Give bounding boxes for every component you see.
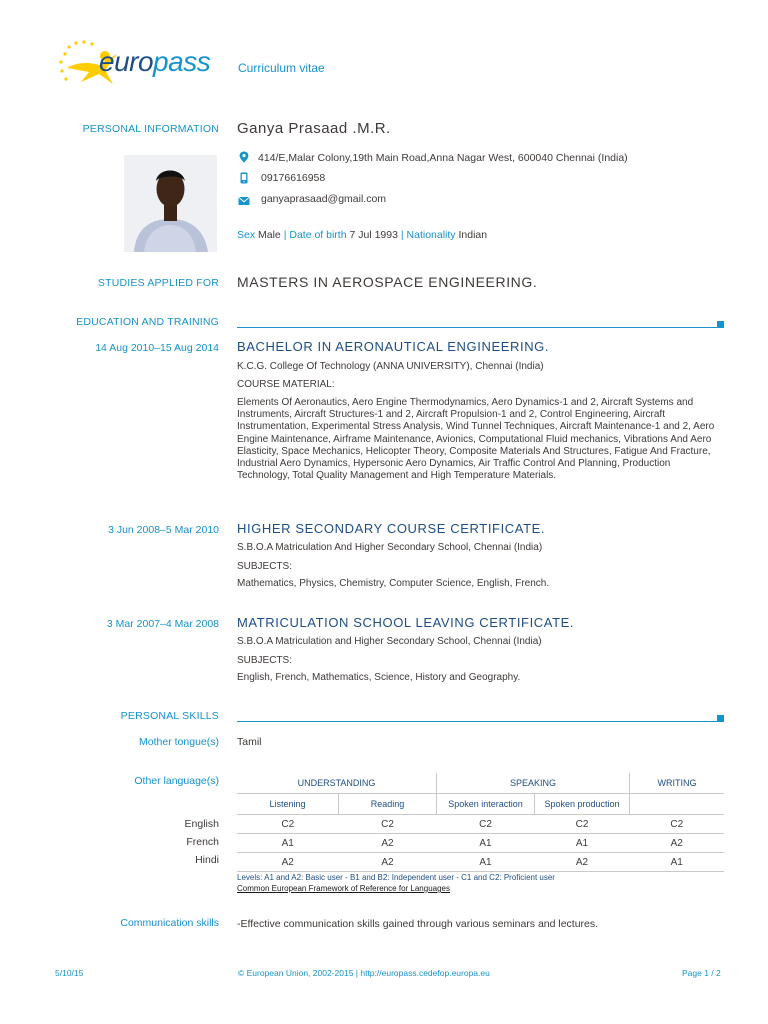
sex-label: Sex [237,229,256,241]
education-item-date: 3 Jun 2008–5 Mar 2010 [108,524,219,536]
education-item-organisation: S.B.O.A Matriculation and Higher Secondary School, Chennai (India) [237,636,542,647]
education-item-organisation: S.B.O.A Matriculation And Higher Secondary School, Chennai (India) [237,542,543,553]
nationality-label: Nationality [406,229,456,241]
sex-value: Male [258,229,281,241]
level-cell: C2 [535,815,630,834]
levels-note: Levels: A1 and A2: Basic user - B1 and B2: Independent user - C1 and C2: Proficient user [237,873,555,882]
studies-applied-value: MASTERS IN AEROSPACE ENGINEERING. [237,274,538,290]
education-training-label: EDUCATION AND TRAINING [76,316,219,328]
education-item-title: BACHELOR IN AERONAUTICAL ENGINEERING. [237,339,550,354]
doc-title: Curriculum vitae [238,61,325,75]
level-cell: A1 [437,834,535,853]
cefr-framework-link[interactable]: Common European Framework of Reference for Languages [237,884,450,893]
studies-applied-label: STUDIES APPLIED FOR [97,277,219,289]
language-name: English [184,818,219,830]
phone-text: 09176616958 [261,172,326,184]
profile-photo [124,155,217,252]
education-item-subheading: SUBJECTS: [237,561,293,572]
language-row [237,815,724,834]
separator: | [283,229,287,241]
education-item-details: Elements Of Aeronautics, Aero Engine Thermodynamics, Aero Dynamics-1 and 2, Aircraft Systems and Instruments, Aircraft Structures-1 and 2, Aircraft Propulsion-1 and 2, Control Engineering, Aircraft Instrumentation, Experimental Stress Analysis, Wind Tunnel Techniques, Aircraft Maintenance-1 and 2, Aero Engine Maintenance, Airframe Maintenance, Avionics, Computational Fluid mechanics, Vibrations And Aero Elasticity, Space Mechanics, Helicopter Theory, Composite Materials And Structures, Fatigue And Fracture, Industrial Aero Dynamics, Hypersonic Aero Dynamics, Air Traffic Control And Planning, Production Technology, Total Quality Management and High Temperature Materials. [237,397,715,482]
education-item-title: HIGHER SECONDARY COURSE CERTIFICATE. [237,521,546,536]
email-envelope-icon [238,195,250,207]
mother-tongue-label: Mother tongue(s) [139,736,219,748]
dob-value: 7 Jul 1993 [349,229,398,241]
other-languages-label: Other language(s) [134,775,219,787]
mother-tongue-value: Tamil [237,736,262,748]
footer-date: 5/10/15 [55,968,84,978]
mobile-phone-icon [238,172,250,184]
education-item-details: English, French, Mathematics, Science, History and Geography. [237,672,521,683]
language-skills-table [237,773,724,872]
level-cell: A1 [535,834,630,853]
separator: | [400,229,404,241]
location-pin-icon [238,151,250,163]
level-cell: C2 [339,815,437,834]
communication-skills-value: -Effective communication skills gained through various seminars and lectures. [237,918,599,930]
speaking-header: SPEAKING [437,773,630,794]
level-cell: A1 [237,834,339,853]
level-cell: C2 [237,815,339,834]
level-cell: A2 [535,853,630,872]
writing-header: WRITING [630,773,725,794]
section-divider [237,721,723,722]
dob-label: Date of birth [289,229,347,241]
section-divider [237,327,723,328]
listening-header: Listening [237,794,339,815]
education-item-title: MATRICULATION SCHOOL LEAVING CERTIFICATE. [237,615,575,630]
personal-information-label: PERSONAL INFORMATION [82,123,219,135]
address-text: 414/E,Malar Colony,19th Main Road,Anna Nagar West, 600040 Chennai (India) [258,152,628,164]
language-row [237,834,724,853]
education-item-subheading: SUBJECTS: [237,655,293,666]
level-cell: A2 [339,853,437,872]
footer-copyright[interactable]: © European Union, 2002-2015 | http://europass.cedefop.europa.eu [238,968,490,978]
language-name: French [186,836,219,848]
email-text[interactable]: ganyaprasaad@gmail.com [261,193,387,205]
personal-details-line [237,229,487,241]
level-cell: A2 [237,853,339,872]
education-item-date: 3 Mar 2007–4 Mar 2008 [106,618,219,630]
level-cell: C2 [630,815,725,834]
logo-text-pass: pass [153,46,211,77]
spoken-production-header: Spoken production [535,794,630,815]
level-cell: A2 [630,834,725,853]
writing-subheader [630,794,725,815]
education-item-subheading: COURSE MATERIAL: [237,379,335,390]
understanding-header: UNDERSTANDING [237,773,437,794]
section-divider-marker [717,715,724,722]
spoken-interaction-header: Spoken interaction [437,794,535,815]
level-cell: C2 [437,815,535,834]
person-name: Ganya Prasaad .M.R. [237,120,391,137]
section-divider-marker [717,321,724,328]
education-item-details: Mathematics, Physics, Chemistry, Computer Science, English, French. [237,578,550,589]
language-row [237,853,724,872]
personal-skills-label: PERSONAL SKILLS [120,710,219,722]
footer-page-number: Page 1 / 2 [682,968,721,978]
logo-text-euro: euro [99,46,154,77]
level-cell: A1 [437,853,535,872]
education-item-organisation: K.C.G. College Of Technology (ANNA UNIVERSITY), Chennai (India) [237,361,544,372]
nationality-value: Indian [458,229,488,241]
level-cell: A2 [339,834,437,853]
level-cell: A1 [630,853,725,872]
reading-header: Reading [339,794,437,815]
europass-logo [55,40,225,90]
education-item-date: 14 Aug 2010–15 Aug 2014 [95,342,219,354]
language-name: Hindi [195,854,219,866]
communication-skills-label: Communication skills [120,917,219,929]
